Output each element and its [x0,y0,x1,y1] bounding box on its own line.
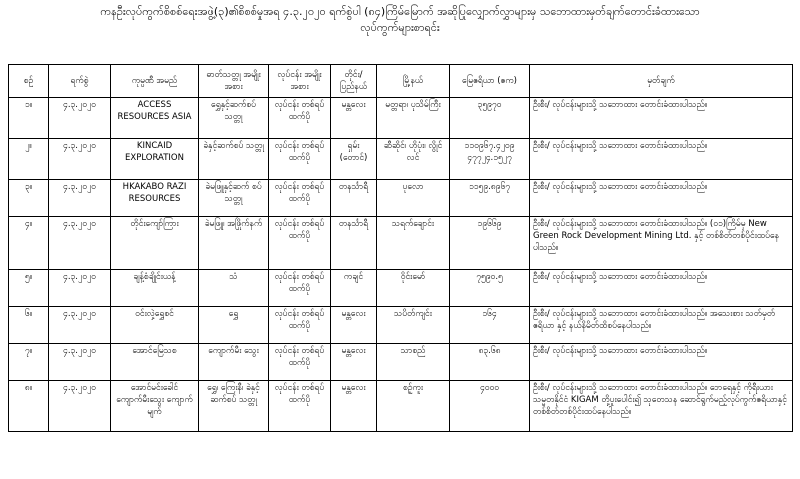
cell-remark: ဦးစီး/ လုပ်ငန်းများသို့ သဘောထား တောင်းခံထားပါသည်။ [530,139,793,180]
table-row [9,307,793,344]
cell-date: ၄.၃.၂၀၂၀ [49,270,111,307]
cell-work-type: လုပ်ငန်း တစ်ရပ်ထက်ပို [269,270,331,307]
cell-date: ၄.၃.၂၀၂၀ [49,307,111,344]
cell-company: ဝင်းလှဲ့ရွှေစင် [111,307,199,344]
cell-region: ကချင် [331,270,377,307]
cell-remark: ဦးစီး/ လုပ်ငန်းများသို့ သဘောထား တောင်းခံထားပါသည်။ [530,270,793,307]
cell-remark: ဦးစီး/ လုပ်ငန်းများသို့ သဘောထား တောင်းခံထားပါသည်။ ဘေရေနှင့် ကိုရီးယားသမ္မတနိုင်ငံ KIGAM တို့ပူးပေါင်း၍ သုတေသန ဆောင်ရွက်မည့်လုပ်ကွက်ဧရိယာနှင့်တစ်စိတ်တစ်ပိုင်းထပ်နေပါသည်။ [530,381,793,432]
cell-mineral: ရွှေ၊ ကြေးနီ၊ ခဲနှင့်ဆက်စပ် သတ္တု [199,381,269,432]
cell-area: ၈၃.၆၈ [450,344,530,381]
cell-mineral: ခဲမဖြူနှင့်ဆက် စပ်သတ္တု [199,180,269,217]
table-row [9,344,793,381]
cell-company: ချန့်စံချိုင်းယန့် [111,270,199,307]
table-row [9,270,793,307]
cell-remark: ဦးစီး/ လုပ်ငန်းများသို့ သဘောထား တောင်းခံထားပါသည်။ [530,180,793,217]
cell-no: ၅။ [9,270,49,307]
cell-township: သပိတ်ကျင်း [377,307,450,344]
cell-date: ၄.၃.၂၀၂၀ [49,381,111,432]
cell-mineral: ရွှေ [199,307,269,344]
cell-remark: ဦးစီး/ လုပ်ငန်းများသို့ သဘောထား တောင်းခံထားပါသည်။ [530,98,793,139]
cell-work-type: လုပ်ငန်း တစ်ရပ်ထက်ပို [269,217,331,270]
cell-township: စဉ့်ကူး [377,381,450,432]
cell-township: ပုလော [377,180,450,217]
table-row [9,98,793,139]
cell-area: ၁၉၆၆၉ [450,217,530,270]
cell-date: ၄.၃.၂၀၂၀ [49,98,111,139]
cell-region: တနင်္သာရီ [331,180,377,217]
cell-company: အောင်မြေသစ [111,344,199,381]
cell-region: တနင်္သာရီ [331,217,377,270]
header-township: မြို့နယ် [377,65,450,98]
header-remark: မှတ်ချက် [530,65,793,98]
cell-region: မန္တလေး [331,307,377,344]
cell-remark: ဦးစီး/ လုပ်ငန်းများသို့ သဘောထား တောင်းခံထားပါသည်။ [530,344,793,381]
cell-remark: ဦးစီး/ လုပ်ငန်းများသို့ သဘောထား တောင်းခံထားပါသည်။ (၀၁)ကြိမ်မှ New Green Rock Development Mining Ltd. နှင့် တစ်စိတ်တစ်ပိုင်းထပ်နေပါသည်။ [530,217,793,270]
cell-township: ဆီဆိုင်၊ ဟိုပုံး၊ လွိုင်လင် [377,139,450,180]
cell-company: တိုင်းကျော်ကြား [111,217,199,270]
cell-area: ၁၆၄ [450,307,530,344]
cell-township: မတ္တရာ၊ ပုသိမ်ကြီး [377,98,450,139]
cell-mineral: ခဲနှင့်ဆက်စပ် သတ္တု [199,139,269,180]
header-work-type: လုပ်ငန်း အမျိုးအစား [269,65,331,98]
cell-no: ၁။ [9,98,49,139]
cell-no: ၇။ [9,344,49,381]
cell-area: ၄၀၀၀ [450,381,530,432]
cell-region: ရှမ်း (တောင်) [331,139,377,180]
cell-work-type: လုပ်ငန်း တစ်ရပ်ထက်ပို [269,98,331,139]
header-company: ကုမ္ပဏီ အမည် [111,65,199,98]
cell-region: မန္တလေး [331,381,377,432]
cell-company: KINCAID EXPLORATION [111,139,199,180]
table-row [9,180,793,217]
cell-company: ACCESS RESOURCES ASIA [111,98,199,139]
license-table [8,64,793,432]
header-no: စဉ် [9,65,49,98]
cell-area: ၃၅၉၇၀ [450,98,530,139]
cell-date: ၄.၃.၂၀၂၀ [49,180,111,217]
document-title [10,4,790,36]
cell-township: သာစည် [377,344,450,381]
table-row [9,139,793,180]
cell-region: မန္တလေး [331,98,377,139]
cell-work-type: လုပ်ငန်း တစ်ရပ်ထက်ပို [269,344,331,381]
table-row [9,217,793,270]
cell-company: အောင်မင်းခေါင် ကျောက်မီးသွေး ကျောက်မျက် [111,381,199,432]
header-mineral: ဓာတ်သတ္တု အမျိုးအစား [199,65,269,98]
cell-no: ၈။ [9,381,49,432]
cell-work-type: လုပ်ငန်း တစ်ရပ်ထက်ပို [269,307,331,344]
cell-work-type: လုပ်ငန်း တစ်ရပ်ထက်ပို [269,381,331,432]
cell-date: ၄.၃.၂၀၂၀ [49,217,111,270]
cell-remark: ဦးစီး/ လုပ်ငန်းများသို့ သဘောထား တောင်းခံထားပါသည်။ အသေးစား သတ်မှတ်ဧရိယာ နှင့် နယ်နိမိတ်ထိစပ်နေပါသည်။ [530,307,793,344]
table-row [9,381,793,432]
cell-mineral: ကျောက်မီး သွေး [199,344,269,381]
cell-area: ၁၁၅၉.၈၉၆၇ [450,180,530,217]
cell-no: ၄။ [9,217,49,270]
header-region: တိုင်း/ ပြည်နယ် [331,65,377,98]
cell-no: ၃။ [9,180,49,217]
cell-area: ၁၁၀၉၆၇.၄၂၀၉ ၄၇၇၂၄.၁၅၂၇ [450,139,530,180]
cell-mineral: ရွှေနှင့်ဆက်စပ် သတ္တု [199,98,269,139]
cell-area: ၇၅၉၀.၅ [450,270,530,307]
cell-no: ၆။ [9,307,49,344]
cell-mineral: ခဲမဖြူ၊ အဖြိုက်နက် [199,217,269,270]
cell-work-type: လုပ်ငန်း တစ်ရပ်ထက်ပို [269,180,331,217]
cell-work-type: လုပ်ငန်း တစ်ရပ်ထက်ပို [269,139,331,180]
cell-township: ဝိုင်းမော် [377,270,450,307]
cell-company: HKAKABO RAZI RESOURCES [111,180,199,217]
header-date: ရက်စွဲ [49,65,111,98]
cell-mineral: သံ [199,270,269,307]
title-line-2: လုပ်ကွက်များစာရင်း [360,21,440,34]
header-area: မြေဧရိယာ (ဧက) [450,65,530,98]
cell-region: မန္တလေး [331,344,377,381]
cell-no: ၂။ [9,139,49,180]
cell-township: သရက်ချောင်း [377,217,450,270]
table-header-row [9,65,793,98]
cell-date: ၄.၃.၂၀၂၀ [49,344,111,381]
cell-date: ၄.၃.၂၀၂၀ [49,139,111,180]
title-line-1: ကနဦးလုပ်ကွက်စိစစ်ရေးအဖွဲ့(၃)၏စိစစ်မှုအရ ၄.၃.၂၀၂၀ ရက်စွဲပါ (၈၄)ကြိမ်မြောက် အဆိုပြုလျှောက်လွှာများမှ သဘောထားမှတ်ချက်တောင်းခံထားသော [100,5,700,18]
